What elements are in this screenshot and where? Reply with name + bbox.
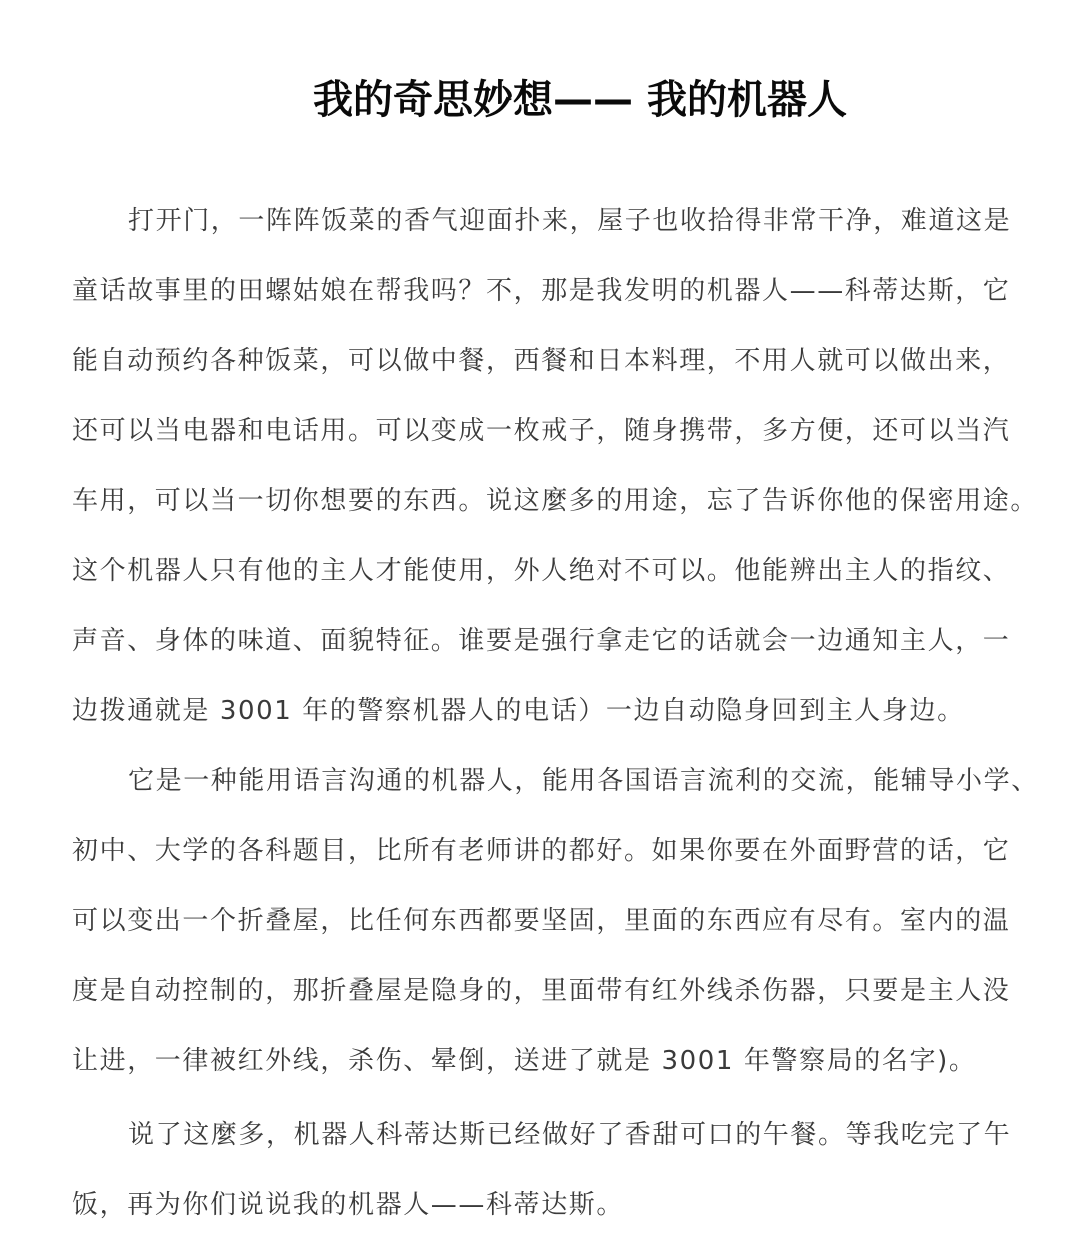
text-line: 还可以当电器和电话用。可以变成一枚戒子，随身携带，多方便，还可以当汽	[72, 416, 1011, 446]
text-line: 度是自动控制的，那折叠屋是隐身的，里面带有红外线杀伤器，只要是主人没	[72, 976, 1011, 1006]
text-line: 让进，一律被红外线，杀伤、晕倒，送进了就是 3001 年警察局的名字)。	[72, 1046, 977, 1076]
text-line: 这个机器人只有他的主人才能使用，外人绝对不可以。他能辨出主人的指纹、	[72, 556, 1011, 586]
text-line: 童话故事里的田螺姑娘在帮我吗？不，那是我发明的机器人——科蒂达斯，它	[72, 276, 1011, 306]
document-body	[72, 186, 1039, 1240]
text-line: 打开门，一阵阵饭菜的香气迎面扑来，屋子也收拾得非常干净，难道这是	[128, 206, 1012, 236]
paragraph-2	[72, 746, 1039, 1096]
text-line: 初中、大学的各科题目，比所有老师讲的都好。如果你要在外面野营的话，它	[72, 836, 1011, 866]
text-line: 它是一种能用语言沟通的机器人，能用各国语言流利的交流，能辅导小学、	[128, 766, 1039, 796]
text-line: 能自动预约各种饭菜，可以做中餐，西餐和日本料理，不用人就可以做出来，	[72, 346, 1011, 376]
paragraph-1	[72, 186, 1039, 746]
text-line: 车用，可以当一切你想要的东西。说这麼多的用途，忘了告诉你他的保密用途。	[72, 486, 1039, 516]
text-line: 可以变出一个折叠屋，比任何东西都要坚固，里面的东西应有尽有。室内的温	[72, 906, 1011, 936]
text-line: 声音、身体的味道、面貌特征。谁要是强行拿走它的话就会一边通知主人，一	[72, 626, 1011, 656]
text-line: 边拨通就是 3001 年的警察机器人的电话）一边自动隐身回到主人身边。	[72, 696, 965, 726]
text-line: 饭，再为你们说说我的机器人——科蒂达斯。	[72, 1190, 625, 1220]
document-title: 我的奇思妙想—— 我的机器人	[313, 77, 847, 123]
paragraph-3	[72, 1100, 1012, 1240]
text-line: 说了这麼多，机器人科蒂达斯已经做好了香甜可口的午餐。等我吃完了午	[128, 1120, 1012, 1150]
